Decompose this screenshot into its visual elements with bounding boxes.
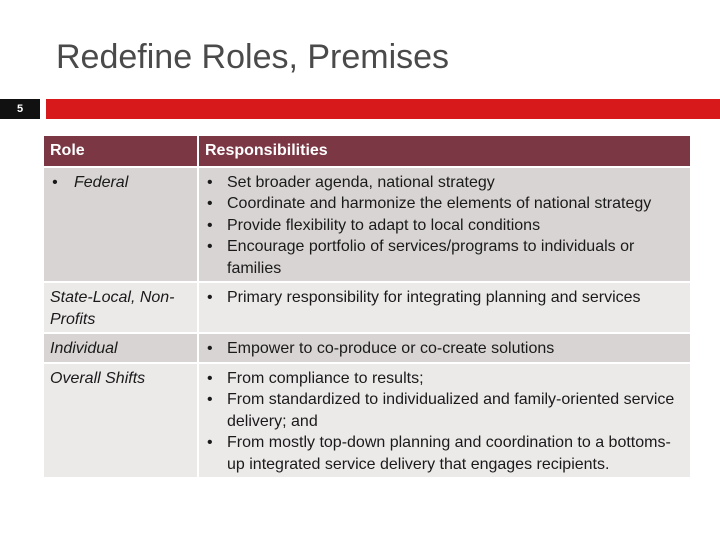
responsibility-item: • From standardized to individualized and family-oriented service delivery; and (205, 389, 684, 432)
table-row-individual (43, 333, 691, 363)
table-header-row (43, 135, 691, 167)
header-responsibilities: Responsibilities (198, 135, 691, 167)
responsibilities-cell (198, 167, 691, 283)
slide-number: 5 (0, 99, 40, 119)
responsibilities-cell (198, 282, 691, 333)
table-row-state-local (43, 282, 691, 333)
responsibility-item: • Coordinate and harmonize the elements of national strategy (205, 193, 684, 215)
responsibility-item: • From mostly top-down planning and coordination to a bottoms-up integrated service delivery that engages recipients. (205, 432, 684, 475)
responsibility-item: • Set broader agenda, national strategy (205, 172, 684, 194)
responsibility-item: • Encourage portfolio of services/programs to individuals or families (205, 236, 684, 279)
responsibility-item: • Primary responsibility for integrating planning and services (205, 287, 684, 309)
role-label: Individual (43, 333, 198, 363)
role-label: Overall Shifts (43, 363, 198, 479)
header-role: Role (43, 135, 198, 167)
accent-bar (46, 99, 720, 119)
table-row-federal (43, 167, 691, 283)
role-label: • Federal (50, 172, 191, 194)
roles-table (42, 134, 692, 479)
role-label: State-Local, Non-Profits (43, 282, 198, 333)
responsibilities-cell (198, 363, 691, 479)
responsibility-item: • Empower to co-produce or co-create solutions (205, 338, 684, 360)
responsibility-item: • Provide flexibility to adapt to local conditions (205, 215, 684, 237)
table-row-overall-shifts (43, 363, 691, 479)
responsibility-item: • From compliance to results; (205, 368, 684, 390)
slide-title: Redefine Roles, Premises (56, 38, 450, 76)
responsibilities-cell (198, 333, 691, 363)
role-cell (43, 167, 198, 283)
